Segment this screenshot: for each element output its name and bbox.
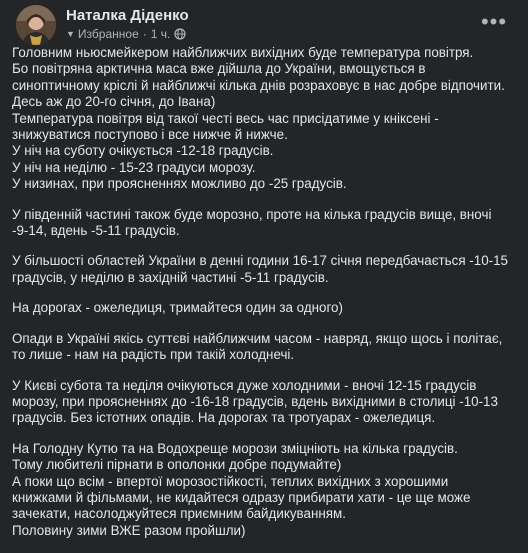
meta-separator: · bbox=[142, 27, 147, 41]
post-text-line: Десь аж до 20-го січня, до Івана) bbox=[12, 94, 216, 110]
post-header bbox=[16, 5, 512, 45]
author-name[interactable]: Наталка Діденко bbox=[66, 7, 189, 24]
post-meta bbox=[66, 27, 186, 41]
post-text-line: Тому любителі пірнати в ополонки добре подумайте) bbox=[12, 457, 342, 473]
more-horizontal-icon[interactable]: ••• bbox=[480, 9, 508, 34]
post-text-line: На Голодну Кутю та на Водохреще морози зміцніють на кілька градусів. bbox=[12, 440, 458, 456]
post-text-line: градусів, у неділю в західній частині -5-11 градусів. bbox=[12, 269, 329, 285]
caret-down-icon: ▼ bbox=[66, 29, 75, 39]
post-text-line: Температура повітря від такої честі весь час присідатиме у кніксені - bbox=[12, 110, 439, 126]
post-text-line: Головним ньюсмейкером найближчих вихідних буде температура повітря. bbox=[12, 45, 474, 60]
post-text-line: У ніч на суботу очікується -12-18 градусів. bbox=[12, 143, 274, 159]
post-text-line: Половину зими ВЖЕ разом пройшли) bbox=[12, 522, 246, 538]
post-paragraph bbox=[12, 441, 520, 539]
globe-icon[interactable] bbox=[174, 28, 186, 40]
favorites-label[interactable]: Избранное bbox=[77, 27, 139, 41]
author-avatar[interactable] bbox=[16, 5, 56, 45]
post-paragraph bbox=[12, 331, 520, 364]
post-text-line: морозу, при проясненнях до -16-18 градусів, вдень вихідними в столиці -10-13 bbox=[12, 393, 498, 409]
post-paragraph bbox=[12, 300, 520, 316]
post-paragraph bbox=[12, 207, 520, 240]
post-text-line: Опади в Україні якісь суттєві найближчим часом - навряд, якщо щось і політає, bbox=[12, 330, 503, 346]
post-text-line: У ніч на неділю - 15-23 градуси морозу. bbox=[12, 159, 256, 175]
post-text-line: Бо повітряна арктична маса вже дійшла до України, вмощується в bbox=[12, 61, 426, 77]
post-timestamp[interactable]: 1 ч. bbox=[150, 27, 171, 41]
post-text-line: градусів. Без істотних опадів. На дорогах та тротуарах - ожеледиця. bbox=[12, 410, 436, 426]
post-text-line: У низинах, при проясненнях можливо до -25 градусів. bbox=[12, 176, 347, 192]
post-text-line: зачекати, насолоджуйтеся приємним байдикуванням. bbox=[12, 506, 346, 522]
post-text-line: У більшості областей України в денні години 16-17 січня передбачається -10-15 bbox=[12, 253, 509, 269]
post-text bbox=[12, 45, 520, 553]
post-paragraph bbox=[12, 253, 520, 286]
post-text-line: книжками й фільмами, не кидайтеся одразу прибирати хати - це ще може bbox=[12, 489, 471, 505]
post-text-line: -9-14, вдень -5-11 градусів. bbox=[12, 223, 180, 239]
post-text-line: знижуватися поступово і все нижче й нижче. bbox=[12, 127, 288, 143]
post-text-line: У Києві субота та неділя очікуються дуже холодними - вночі 12-15 градусів bbox=[12, 377, 477, 393]
post-paragraph bbox=[12, 45, 520, 193]
post-text-line: то лише - нам на радість при такій холоднечі. bbox=[12, 347, 295, 363]
post-text-line: А поки що всім - впертої морозостійкості, теплих вихідних з хорошими bbox=[12, 473, 449, 489]
post-text-line: У південній частині також буде морозно, проте на кілька градусів вище, вночі bbox=[12, 206, 492, 222]
post-paragraph bbox=[12, 378, 520, 427]
post-text-line: На дорогах - ожеледиця, тримайтеся один за одного) bbox=[12, 300, 343, 316]
post-text-line: синоптичному кріслі й найближчі кілька днів розраховує в нас добре відпочити. bbox=[12, 77, 505, 93]
